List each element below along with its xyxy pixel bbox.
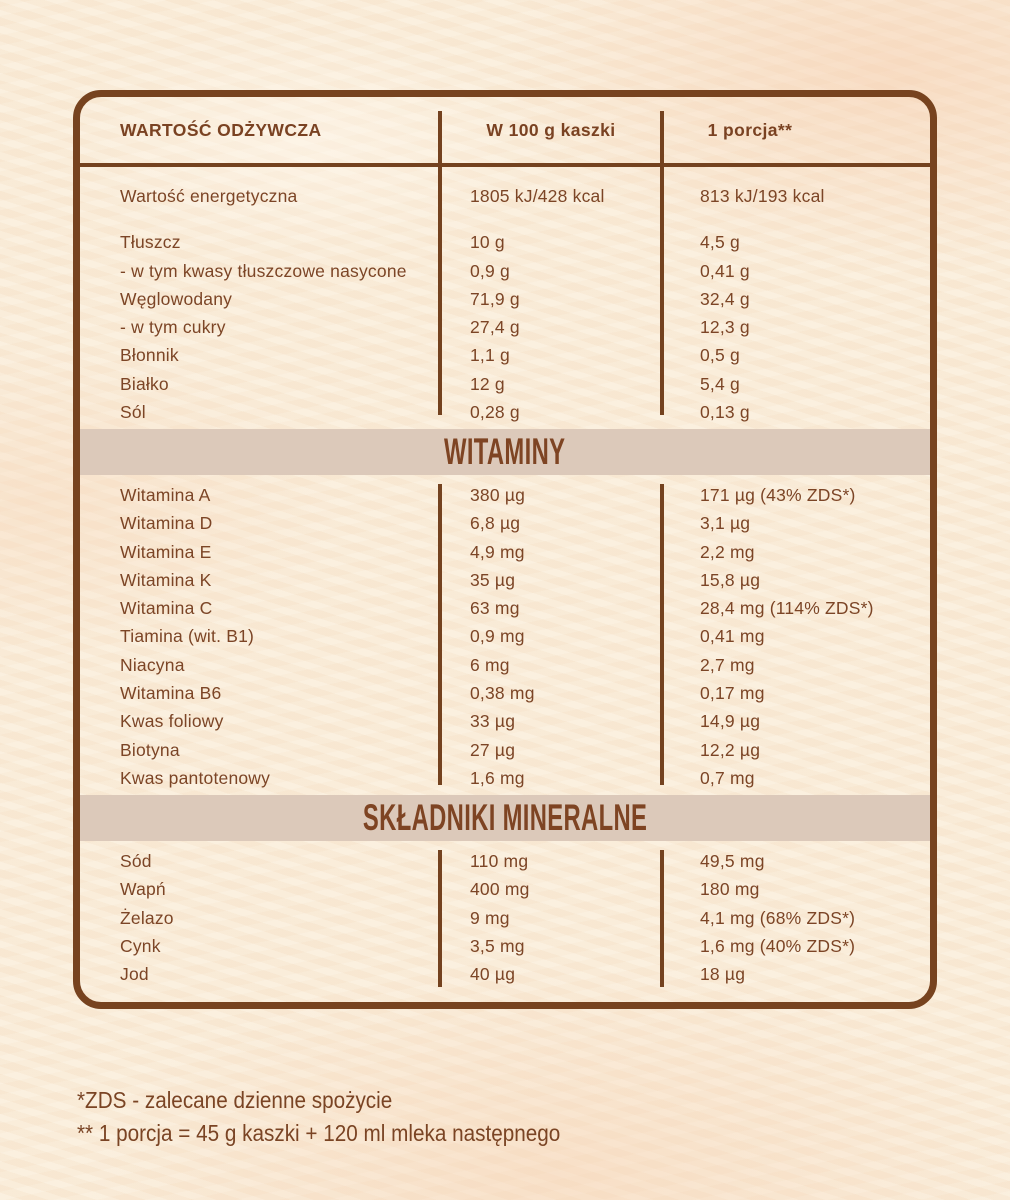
table-row xyxy=(80,932,930,960)
vitamins-section xyxy=(80,475,930,795)
row-label: Witamina E xyxy=(120,541,212,562)
row-label: Białko xyxy=(120,373,169,394)
value-per-portion: 3,1 µg xyxy=(700,513,751,534)
row-label: Żelazo xyxy=(120,907,174,928)
table-row xyxy=(80,257,930,285)
row-label: - w tym kwasy tłuszczowe nasycone xyxy=(120,260,407,281)
column-divider xyxy=(660,850,664,987)
row-label: Jod xyxy=(120,964,149,985)
value-per-100g: 12 g xyxy=(470,373,505,394)
value-per-portion: 12,2 µg xyxy=(700,739,761,760)
value-per-100g: 40 µg xyxy=(470,964,516,985)
row-label: Sól xyxy=(120,402,146,423)
value-per-portion: 0,13 g xyxy=(700,402,750,423)
value-per-100g: 0,38 mg xyxy=(470,683,535,704)
column-divider xyxy=(438,850,442,987)
value-per-portion: 0,17 mg xyxy=(700,683,765,704)
row-label: Kwas foliowy xyxy=(120,711,224,732)
value-per-100g: 63 mg xyxy=(470,598,520,619)
value-per-portion: 1,6 mg (40% ZDS*) xyxy=(700,935,856,956)
table-row xyxy=(80,509,930,537)
value-per-portion: 4,1 mg (68% ZDS*) xyxy=(700,907,856,928)
column-divider xyxy=(438,484,442,785)
row-label: Tiamina (wit. B1) xyxy=(120,626,255,647)
table-row xyxy=(80,370,930,398)
value-per-100g: 27 µg xyxy=(470,739,516,760)
value-per-100g: 0,28 g xyxy=(470,402,520,423)
header-per-portion: 1 porcja** xyxy=(707,119,793,140)
row-label: Biotyna xyxy=(120,739,180,760)
table-row xyxy=(80,398,930,426)
value-per-100g: 1,1 g xyxy=(470,345,510,366)
row-label: Witamina A xyxy=(120,485,211,505)
row-label: Błonnik xyxy=(120,345,179,366)
value-per-100g: 380 µg xyxy=(470,485,526,505)
value-per-portion: 813 kJ/193 kcal xyxy=(700,186,825,206)
table-row xyxy=(80,341,930,369)
row-label: Witamina B6 xyxy=(120,683,222,704)
column-divider xyxy=(438,111,442,163)
row-label: Witamina C xyxy=(120,598,213,619)
footnote-portion: ** 1 porcja = 45 g kaszki + 120 ml mleka następnego xyxy=(77,1119,561,1146)
vitamins-band xyxy=(80,429,930,475)
value-per-100g: 110 mg xyxy=(470,851,529,871)
column-divider xyxy=(438,167,442,415)
table-row xyxy=(80,651,930,679)
table-row xyxy=(80,481,930,509)
value-per-100g: 1,6 mg xyxy=(470,767,525,788)
value-per-100g: 0,9 g xyxy=(470,260,510,281)
minerals-band-title: SKŁADNIKI MINERALNE xyxy=(362,796,648,838)
table-row xyxy=(80,594,930,622)
value-per-100g: 400 mg xyxy=(470,879,530,900)
footnotes xyxy=(77,1084,560,1149)
value-per-portion: 18 µg xyxy=(700,964,746,985)
value-per-100g: 4,9 mg xyxy=(470,541,525,562)
value-per-portion: 12,3 g xyxy=(700,317,750,338)
value-per-portion: 180 mg xyxy=(700,879,760,900)
table-row xyxy=(80,707,930,735)
value-per-portion: 49,5 mg xyxy=(700,851,765,871)
row-label: Wapń xyxy=(120,879,166,900)
table-row xyxy=(80,228,930,256)
value-per-100g: 6,8 µg xyxy=(470,513,521,534)
row-label: Sód xyxy=(120,851,152,871)
value-per-100g: 6 mg xyxy=(470,654,510,675)
table-row xyxy=(80,622,930,650)
value-per-100g: 3,5 mg xyxy=(470,935,525,956)
macronutrients-section xyxy=(80,167,930,429)
value-per-100g: 0,9 mg xyxy=(470,626,525,647)
row-label: Wartość energetyczna xyxy=(120,186,298,206)
header-per-100g: W 100 g kaszki xyxy=(486,119,616,140)
vitamins-band-title: WITAMINY xyxy=(444,430,566,472)
value-per-100g: 71,9 g xyxy=(470,288,520,309)
value-per-100g: 33 µg xyxy=(470,711,516,732)
row-label: Tłuszcz xyxy=(120,232,181,253)
table-row xyxy=(80,875,930,903)
value-per-portion: 32,4 g xyxy=(700,288,750,309)
table-row xyxy=(80,847,930,875)
column-divider xyxy=(660,111,664,163)
row-label: Witamina D xyxy=(120,513,213,534)
value-per-portion: 14,9 µg xyxy=(700,711,761,732)
table-row xyxy=(80,764,930,792)
value-per-100g: 10 g xyxy=(470,232,505,253)
table-header-row xyxy=(80,97,930,167)
value-per-portion: 15,8 µg xyxy=(700,569,761,590)
table-row xyxy=(80,566,930,594)
table-row xyxy=(80,182,930,210)
value-per-portion: 0,5 g xyxy=(700,345,740,366)
table-row xyxy=(80,313,930,341)
value-per-100g: 1805 kJ/428 kcal xyxy=(470,186,605,206)
column-divider xyxy=(660,167,664,415)
table-row xyxy=(80,679,930,707)
value-per-portion: 2,2 mg xyxy=(700,541,755,562)
table-row xyxy=(80,538,930,566)
table-row xyxy=(80,904,930,932)
column-divider xyxy=(660,484,664,785)
value-per-portion: 5,4 g xyxy=(700,373,740,394)
row-label: - w tym cukry xyxy=(120,317,226,338)
value-per-100g: 9 mg xyxy=(470,907,510,928)
row-label: Cynk xyxy=(120,935,161,956)
row-label: Niacyna xyxy=(120,654,185,675)
minerals-section xyxy=(80,841,930,1002)
value-per-portion: 2,7 mg xyxy=(700,654,755,675)
nutrition-table xyxy=(73,90,937,1009)
value-per-portion: 4,5 g xyxy=(700,232,740,253)
table-row xyxy=(80,736,930,764)
row-label: Węglowodany xyxy=(120,288,233,309)
row-label: Witamina K xyxy=(120,569,212,590)
header-nutrition-value: WARTOŚĆ ODŻYWCZA xyxy=(120,119,322,140)
value-per-100g: 35 µg xyxy=(470,569,516,590)
minerals-band xyxy=(80,795,930,841)
table-row xyxy=(80,285,930,313)
row-label: Kwas pantotenowy xyxy=(120,767,271,788)
value-per-portion: 0,41 mg xyxy=(700,626,765,647)
value-per-portion: 28,4 mg (114% ZDS*) xyxy=(700,598,874,619)
footnote-zds: *ZDS - zalecane dzienne spożycie xyxy=(77,1087,393,1113)
value-per-100g: 27,4 g xyxy=(470,317,520,338)
table-row xyxy=(80,960,930,988)
value-per-portion: 171 µg (43% ZDS*) xyxy=(700,485,856,505)
value-per-portion: 0,7 mg xyxy=(700,767,755,788)
value-per-portion: 0,41 g xyxy=(700,260,750,281)
